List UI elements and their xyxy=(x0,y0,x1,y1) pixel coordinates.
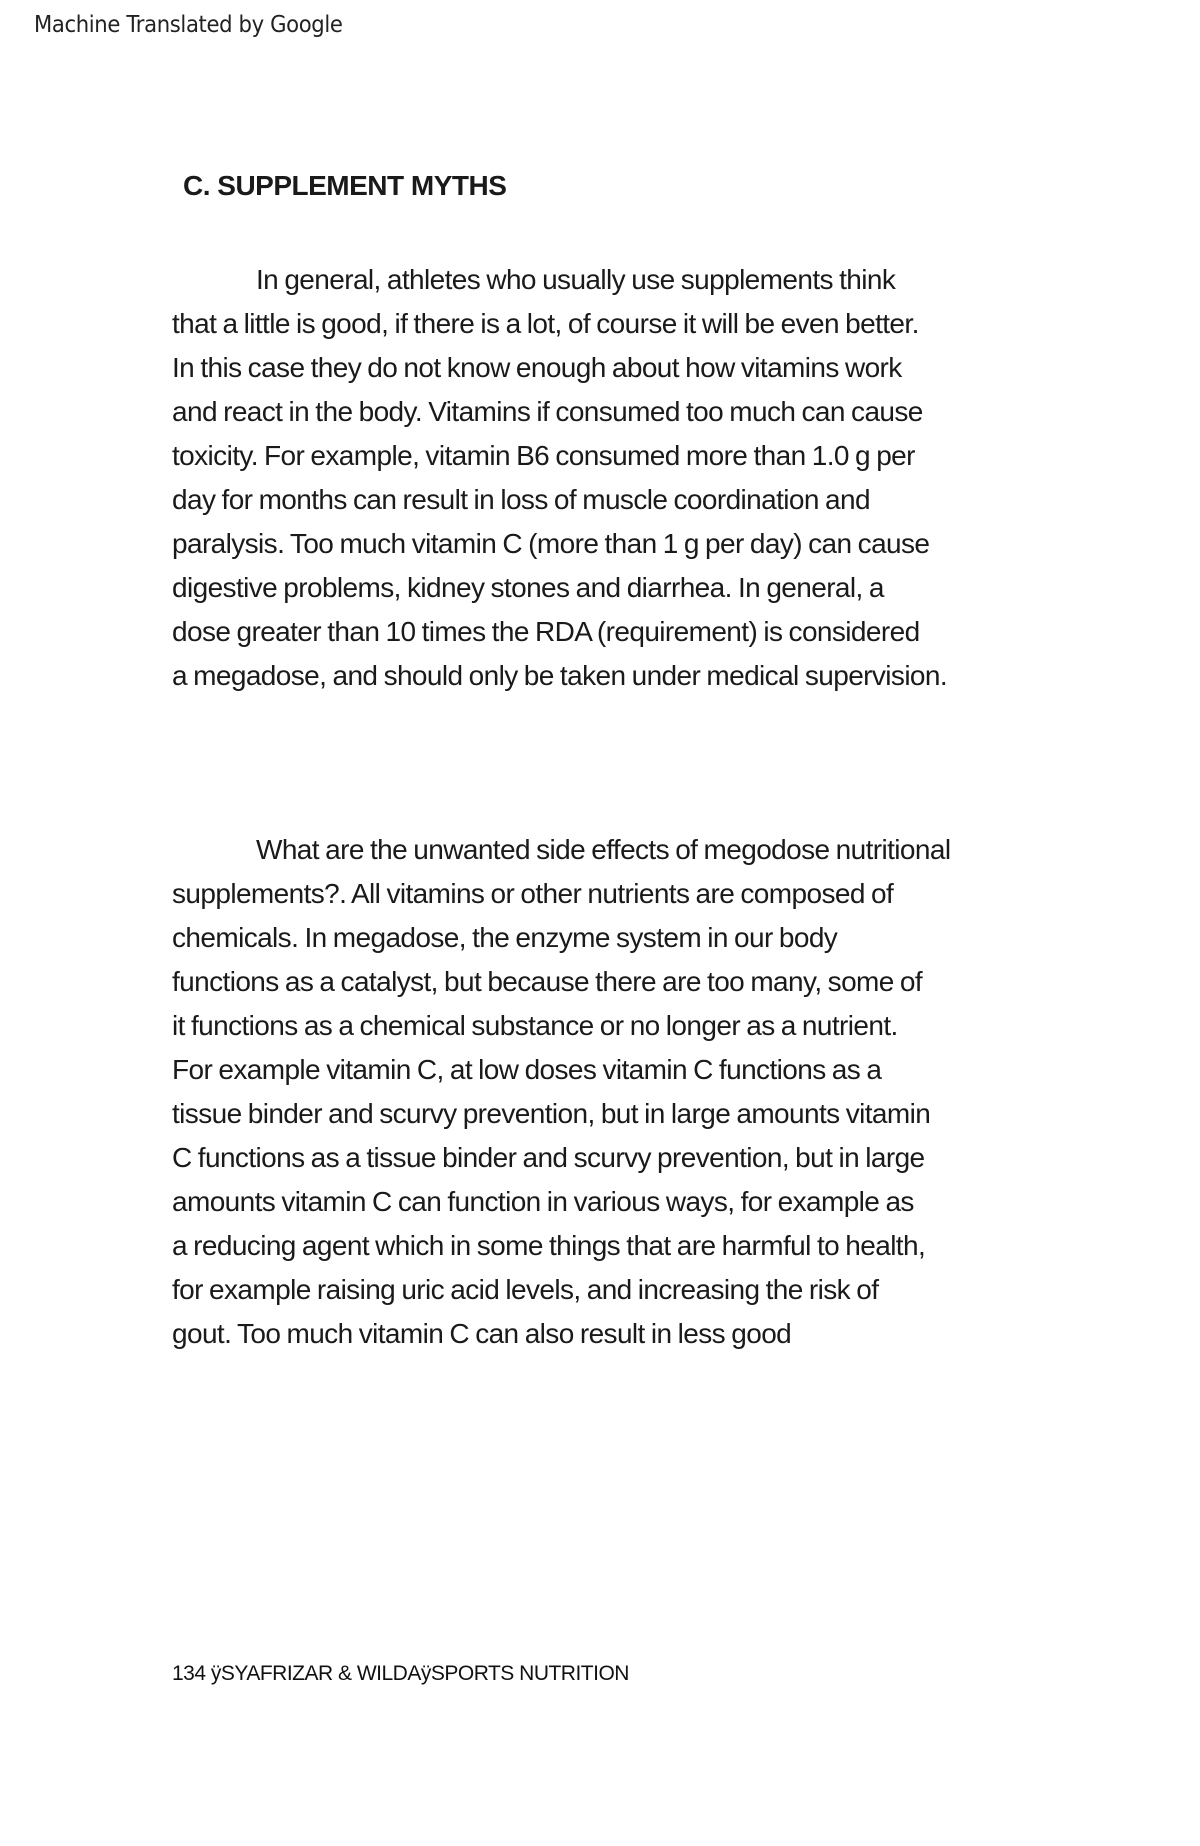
paragraph-line: In general, athletes who usually use supplements think xyxy=(256,264,896,295)
paragraph-line: it functions as a chemical substance or no longer as a nutrient. xyxy=(172,1010,898,1041)
paragraph-line: amounts vitamin C can function in various ways, for example as xyxy=(172,1186,914,1217)
machine-translation-watermark: Machine Translated by Google xyxy=(34,12,343,38)
paragraph-line: What are the unwanted side effects of megodose nutritional xyxy=(256,834,951,865)
paragraph-line: and react in the body. Vitamins if consumed too much can cause xyxy=(172,396,923,427)
paragraph-line: functions as a catalyst, but because there are too many, some of xyxy=(172,966,923,997)
page-footer: 134 ÿSYAFRIZAR & WILDAÿSPORTS NUTRITION xyxy=(172,1662,629,1685)
paragraph-line: paralysis. Too much vitamin C (more than 1 g per day) can cause xyxy=(172,528,930,559)
paragraph-line: chemicals. In megadose, the enzyme system in our body xyxy=(172,922,838,953)
paragraph-2 xyxy=(172,828,1072,1356)
paragraph-line: C functions as a tissue binder and scurvy prevention, but in large xyxy=(172,1142,925,1173)
paragraph-line: tissue binder and scurvy prevention, but in large amounts vitamin xyxy=(172,1098,931,1129)
paragraph-line: a megadose, and should only be taken under medical supervision. xyxy=(172,660,948,691)
paragraph-line: for example raising uric acid levels, and increasing the risk of xyxy=(172,1274,879,1305)
paragraph-line: a reducing agent which in some things that are harmful to health, xyxy=(172,1230,926,1261)
paragraph-line: For example vitamin C, at low doses vitamin C functions as a xyxy=(172,1054,882,1085)
paragraph-line: day for months can result in loss of muscle coordination and xyxy=(172,484,870,515)
paragraph-line: dose greater than 10 times the RDA (requirement) is considered xyxy=(172,616,920,647)
section-heading: C. SUPPLEMENT MYTHS xyxy=(183,170,507,201)
paragraph-line: supplements?. All vitamins or other nutrients are composed of xyxy=(172,878,894,909)
paragraph-line: gout. Too much vitamin C can also result in less good xyxy=(172,1318,792,1349)
paragraph-line: digestive problems, kidney stones and diarrhea. In general, a xyxy=(172,572,884,603)
paragraph-1 xyxy=(172,258,1072,698)
paragraph-line: that a little is good, if there is a lot, of course it will be even better. xyxy=(172,308,919,339)
paragraph-line: In this case they do not know enough about how vitamins work xyxy=(172,352,902,383)
paragraph-line: toxicity. For example, vitamin B6 consumed more than 1.0 g per xyxy=(172,440,915,471)
